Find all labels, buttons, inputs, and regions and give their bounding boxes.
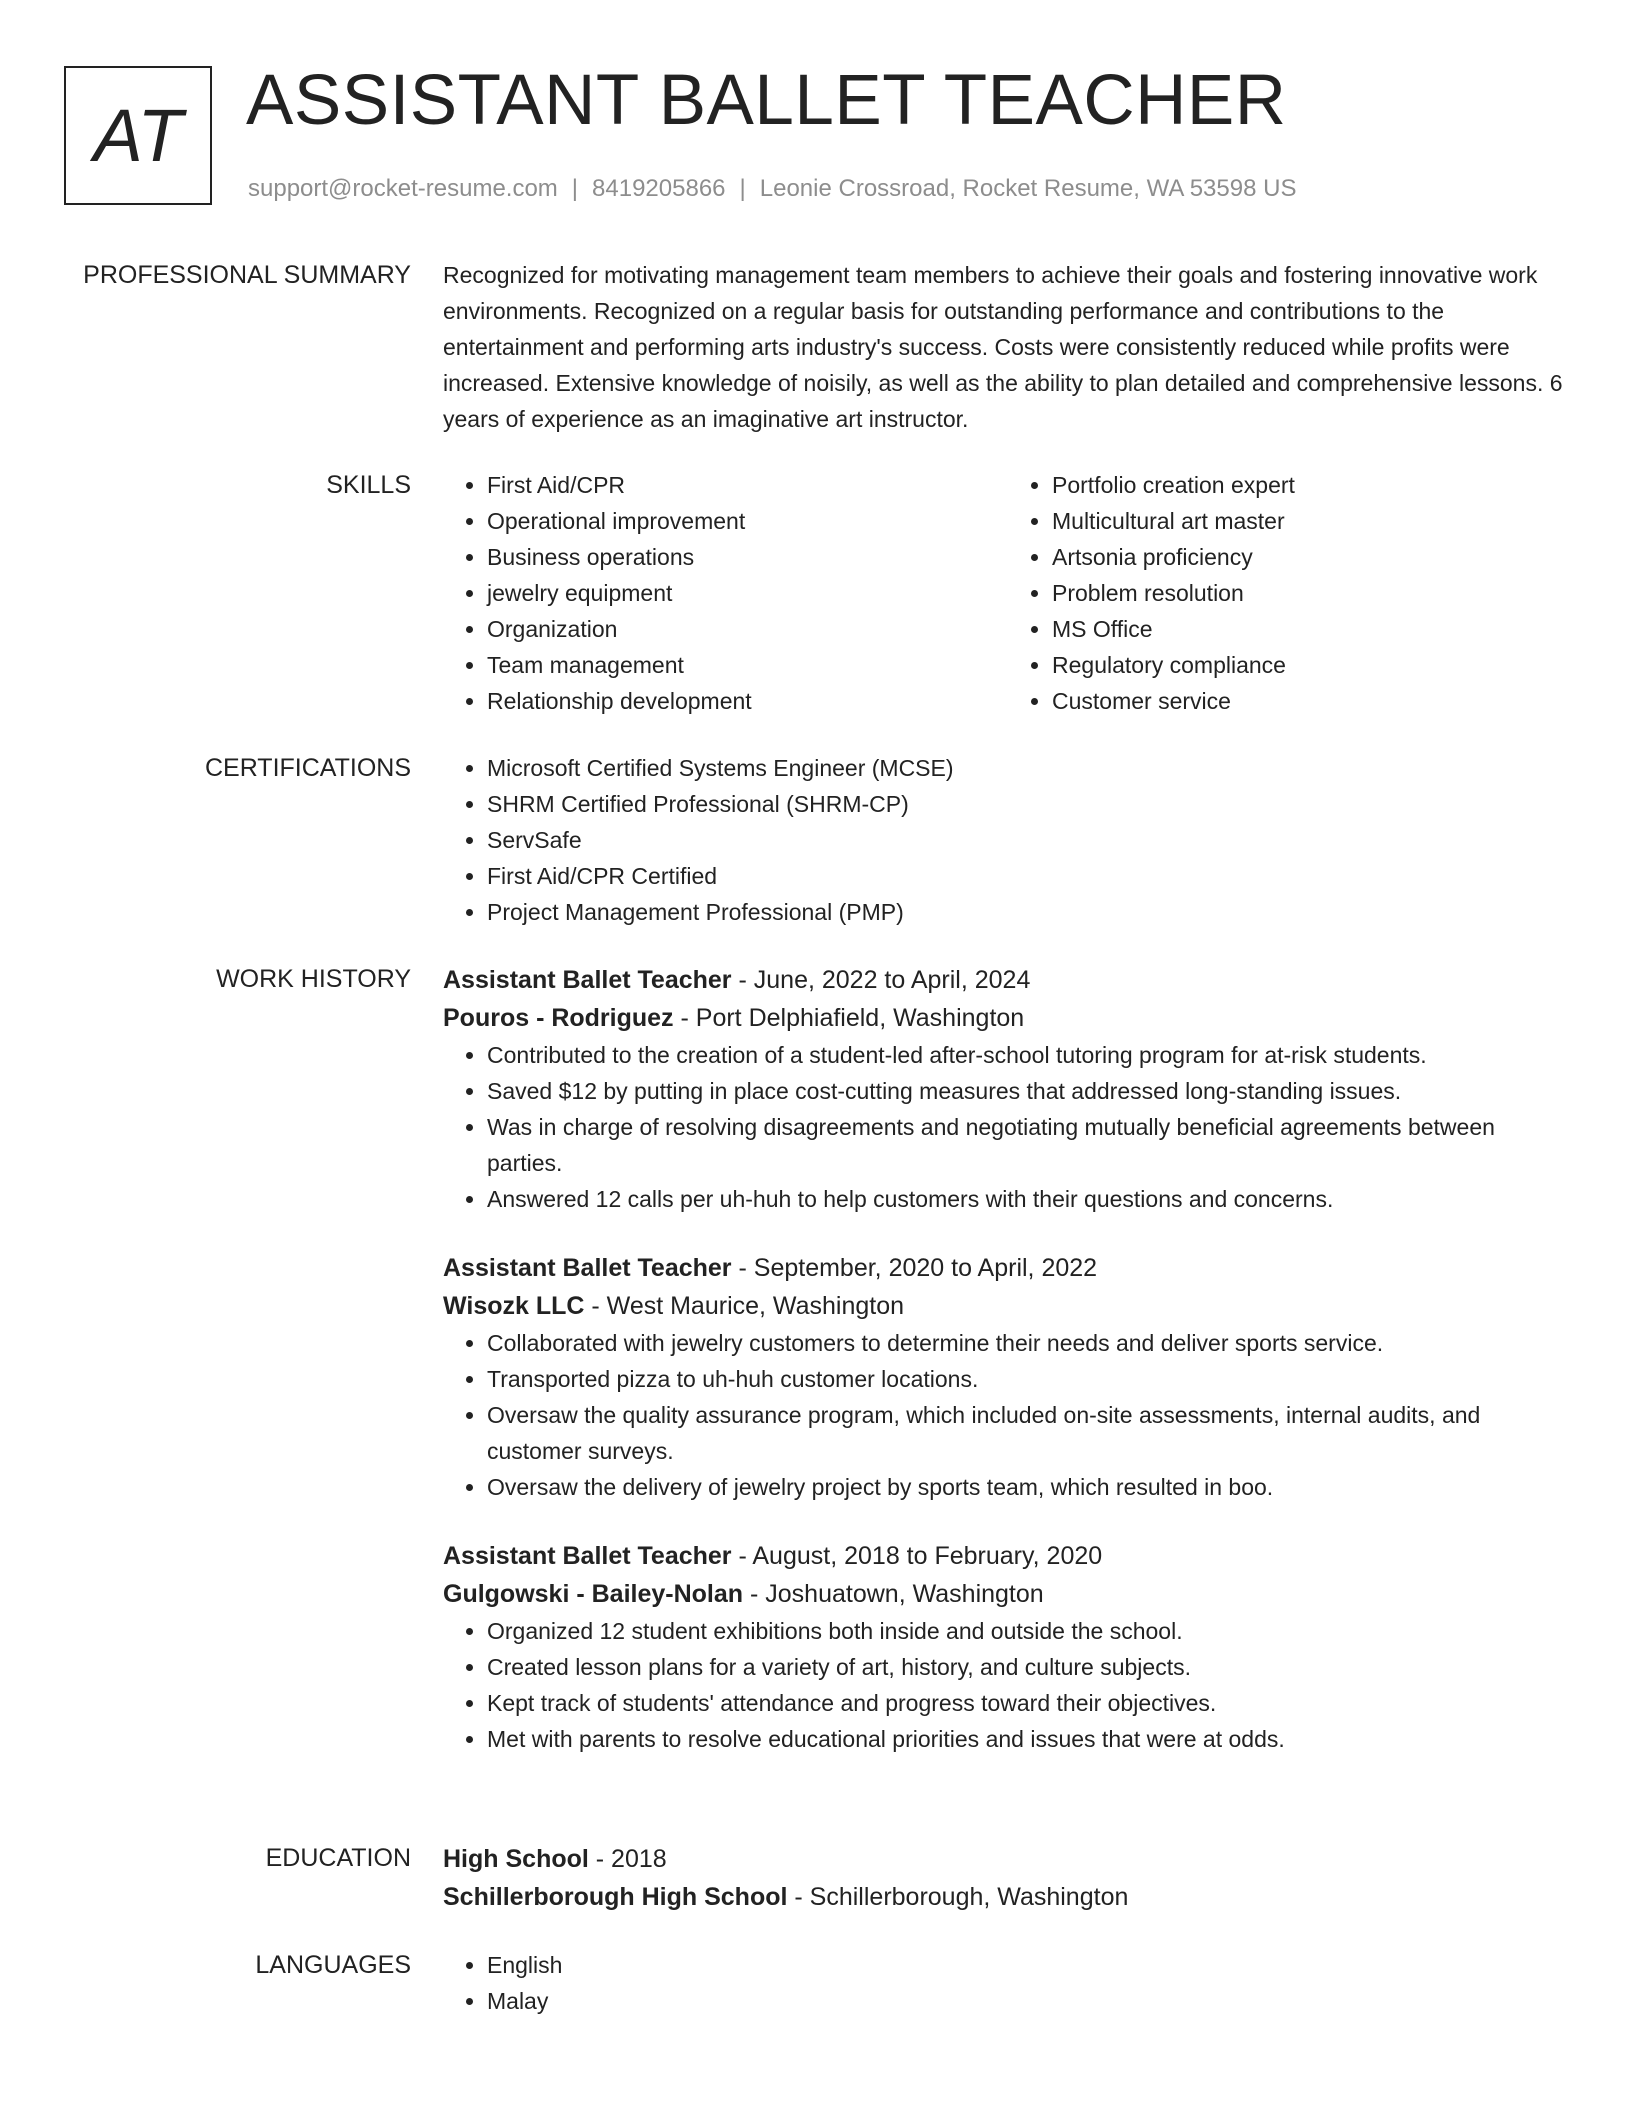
certifications-list <box>443 750 1573 930</box>
education-degree-line <box>443 1840 1573 1878</box>
list-item: • Portfolio creation expert <box>1052 467 1573 503</box>
contact-separator: | <box>739 175 746 202</box>
job-company-line <box>443 1287 1573 1325</box>
list-item: • Microsoft Certified Systems Engineer (MCSE) <box>487 750 1573 786</box>
list-item: • Created lesson plans for a variety of art, history, and culture subjects. <box>487 1649 1573 1685</box>
job-title-line <box>443 1537 1573 1575</box>
list-item: • First Aid/CPR <box>487 467 1008 503</box>
list-item: • Relationship development <box>487 683 1008 719</box>
job-entry <box>443 1249 1573 1505</box>
list-item: • Business operations <box>487 539 1008 575</box>
job-company-line <box>443 999 1573 1037</box>
education-year: - 2018 <box>588 1845 667 1873</box>
list-item: • Was in charge of resolving disagreements and negotiating mutually beneficial agreements between parties. <box>487 1109 1573 1181</box>
list-item: • Team management <box>487 647 1008 683</box>
job-company: Wisozk LLC <box>443 1292 585 1320</box>
list-item: • Oversaw the quality assurance program, which included on-site assessments, internal audits, and customer surveys. <box>487 1397 1573 1469</box>
job-location: - Joshuatown, Washington <box>743 1580 1044 1608</box>
list-item: • Organized 12 student exhibitions both inside and outside the school. <box>487 1613 1573 1649</box>
skills-columns <box>443 467 1573 719</box>
contact-line <box>248 172 1296 206</box>
list-item: • Contributed to the creation of a student-led after-school tutoring program for at-risk students. <box>487 1037 1573 1073</box>
job-dates: - June, 2022 to April, 2024 <box>731 966 1031 994</box>
list-item: • Project Management Professional (PMP) <box>487 894 1573 930</box>
job-dates: - September, 2020 to April, 2022 <box>731 1254 1098 1282</box>
education-school: Schillerborough High School <box>443 1883 788 1911</box>
job-title-line <box>443 1249 1573 1287</box>
skills-list-right <box>1008 467 1573 719</box>
languages-list <box>443 1947 1573 2019</box>
job-duties-list <box>443 1037 1573 1217</box>
job-title-line <box>443 961 1573 999</box>
education-school-line <box>443 1878 1573 1916</box>
list-item: • ServSafe <box>487 822 1573 858</box>
job-title: Assistant Ballet Teacher <box>443 1542 732 1570</box>
monogram-logo: AT <box>64 66 212 205</box>
list-item: • Saved $12 by putting in place cost-cutting measures that addressed long-standing issues. <box>487 1073 1573 1109</box>
list-item: • MS Office <box>1052 611 1573 647</box>
section-body <box>443 257 1573 437</box>
section-body <box>443 750 1573 930</box>
list-item: • jewelry equipment <box>487 575 1008 611</box>
section-heading: PROFESSIONAL SUMMARY <box>83 261 411 289</box>
contact-email[interactable]: support@rocket-resume.com <box>248 175 558 202</box>
job-location: - Port Delphiafield, Washington <box>673 1004 1025 1032</box>
contact-phone[interactable]: 8419205866 <box>592 175 726 202</box>
list-item: • Oversaw the delivery of jewelry project by sports team, which resulted in boo. <box>487 1469 1573 1505</box>
list-item: • Transported pizza to uh-huh customer locations. <box>487 1361 1573 1397</box>
job-company: Pouros - Rodriguez <box>443 1004 674 1032</box>
job-entry <box>443 961 1573 1217</box>
section-body <box>443 1947 1573 2019</box>
list-item: • Artsonia proficiency <box>1052 539 1573 575</box>
job-duties-list <box>443 1325 1573 1505</box>
list-item: • Met with parents to resolve educational priorities and issues that were at odds. <box>487 1721 1573 1757</box>
list-item: • Answered 12 calls per uh-huh to help customers with their questions and concerns. <box>487 1181 1573 1217</box>
list-item: • English <box>487 1947 1573 1983</box>
section-body <box>443 961 1573 1757</box>
contact-address: Leonie Crossroad, Rocket Resume, WA 53598 US <box>759 175 1297 202</box>
list-item: • Collaborated with jewelry customers to determine their needs and deliver sports service. <box>487 1325 1573 1361</box>
job-duties-list <box>443 1613 1573 1757</box>
job-location: - West Maurice, Washington <box>584 1292 905 1320</box>
education-degree: High School <box>443 1845 589 1873</box>
section-heading: EDUCATION <box>265 1844 411 1872</box>
section-heading: CERTIFICATIONS <box>204 754 411 782</box>
job-title: Assistant Ballet Teacher <box>443 966 732 994</box>
job-entry <box>443 1537 1573 1757</box>
list-item: • Customer service <box>1052 683 1573 719</box>
list-item: • Operational improvement <box>487 503 1008 539</box>
list-item: • Regulatory compliance <box>1052 647 1573 683</box>
job-title: Assistant Ballet Teacher <box>443 1254 732 1282</box>
resume-title: ASSISTANT BALLET TEACHER <box>246 61 1287 140</box>
job-company: Gulgowski - Bailey-Nolan <box>443 1580 744 1608</box>
section-body <box>443 1840 1573 1916</box>
list-item: • Organization <box>487 611 1008 647</box>
education-location: - Schillerborough, Washington <box>787 1883 1129 1911</box>
list-item: • Problem resolution <box>1052 575 1573 611</box>
contact-separator: | <box>571 175 579 202</box>
section-heading: WORK HISTORY <box>216 965 411 993</box>
list-item: • SHRM Certified Professional (SHRM-CP) <box>487 786 1573 822</box>
job-dates: - August, 2018 to February, 2020 <box>731 1542 1103 1570</box>
job-company-line <box>443 1575 1573 1613</box>
section-heading: LANGUAGES <box>255 1951 411 1979</box>
list-item: • Multicultural art master <box>1052 503 1573 539</box>
summary-text: Recognized for motivating management team members to achieve their goals and fostering innovative work environments. Recognized on a regular basis for outstanding performance and contributions to the entertainment and performing arts industry's success. Costs were consistently reduced while profits were increased. Extensive knowledge of noisily, as well as the ability to plan detailed and comprehensive lessons. 6 years of experience as an imaginative art instructor. <box>443 262 1563 432</box>
list-item: • First Aid/CPR Certified <box>487 858 1573 894</box>
skills-list-left <box>443 467 1008 719</box>
section-heading: SKILLS <box>326 471 411 499</box>
list-item: • Kept track of students' attendance and progress toward their objectives. <box>487 1685 1573 1721</box>
list-item: • Malay <box>487 1983 1573 2019</box>
